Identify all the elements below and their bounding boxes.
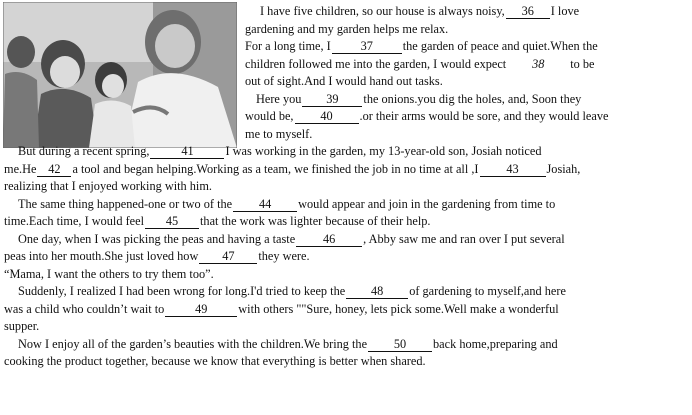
answer-blank-49[interactable]: 49 <box>165 303 237 317</box>
passage-line <box>245 56 594 73</box>
passage-text: For a long time, I <box>245 39 331 53</box>
answer-blank-48[interactable]: 48 <box>346 285 408 299</box>
passage-line <box>245 38 598 55</box>
passage-text: gardening and my garden helps me relax. <box>245 21 449 36</box>
passage-text: the onions.you dig the holes, and, Soon they <box>363 91 582 106</box>
passage-text: me to myself. <box>245 126 313 141</box>
passage-line <box>4 318 39 335</box>
passage-text: of gardening to myself,and here <box>409 284 566 298</box>
passage-text: I have five children, so our house is always noisy, <box>260 4 505 18</box>
passage-text: to be <box>570 56 595 71</box>
passage-text: Suddenly, I realized I had been wrong for long.I'd tried to keep the <box>18 284 346 298</box>
passage-line <box>245 21 448 38</box>
passage-line <box>4 301 559 318</box>
passage-text: Josiah, <box>546 161 581 176</box>
passage-line <box>4 353 426 370</box>
passage-text: Now I enjoy all of the garden’s beauties with the children.We bring the <box>18 336 368 351</box>
passage-line <box>18 231 565 248</box>
passage-text: time.Each time, I would feel <box>4 214 144 228</box>
answer-blank-45[interactable]: 45 <box>145 215 199 229</box>
passage-text: the garden of peace and quiet.When the <box>402 39 598 53</box>
passage-line <box>18 336 558 353</box>
passage-line <box>18 143 541 160</box>
passage-text: peas into her mouth.She just loved how <box>4 249 199 263</box>
passage-text: One day, when I was picking the peas and having a taste <box>18 231 296 246</box>
passage-line <box>245 73 443 90</box>
answer-blank-42[interactable]: 42 <box>37 163 71 177</box>
passage-text: I was working in the garden, my 13-year-old son, Josiah noticed <box>225 144 542 158</box>
passage-line <box>4 178 212 195</box>
passage-text: that the work was lighter because of their help. <box>200 214 431 228</box>
passage-line <box>4 248 310 265</box>
answer-blank-39[interactable]: 39 <box>302 93 362 107</box>
passage-line <box>245 108 608 125</box>
answer-blank-37[interactable]: 37 <box>332 40 402 54</box>
passage-line <box>4 266 214 283</box>
answer-blank-36[interactable]: 36 <box>506 5 550 19</box>
passage-text: supper. <box>4 319 40 333</box>
passage-line <box>18 196 555 213</box>
family-garden-photo <box>3 2 237 148</box>
answer-blank-43[interactable]: 43 <box>480 163 546 177</box>
passage-text: , Abby saw me and ran over I put several <box>363 231 565 246</box>
passage-text: cooking the product together, because we know that everything is better when shared. <box>4 354 426 368</box>
passage-line <box>256 91 581 108</box>
passage-text: realizing that I enjoyed working with him. <box>4 179 212 193</box>
answer-blank-47[interactable]: 47 <box>199 250 257 264</box>
passage-line <box>4 213 431 230</box>
passage-text: Here you <box>256 91 302 106</box>
answer-blank-41[interactable]: 41 <box>150 145 224 159</box>
passage-text: would be, <box>245 109 294 123</box>
passage-text: I love <box>550 4 580 18</box>
answer-blank-50[interactable]: 50 <box>368 338 432 352</box>
passage-text: children followed me into the garden, I would expect <box>245 56 507 71</box>
passage-text: .or their arms would be sore, and they would leave <box>359 109 609 123</box>
answer-blank-46[interactable]: 46 <box>296 233 362 247</box>
answer-blank-38[interactable]: 38 <box>532 56 545 71</box>
passage-text: was a child who couldn’t wait to <box>4 301 165 316</box>
passage-text: back home,preparing and <box>433 336 558 351</box>
passage-text: But during a recent spring, <box>18 144 150 158</box>
passage-text: “Mama, I want the others to try them too”. <box>4 266 214 281</box>
passage-text: they were. <box>258 249 310 263</box>
passage-text: out of sight.And I would hand out tasks. <box>245 74 443 88</box>
passage-text: would appear and join in the gardening from time to <box>298 196 556 211</box>
passage-text: a tool and began helping.Working as a team, we finished the job in no time at all ,I <box>72 161 479 176</box>
passage-text: me.He <box>4 161 37 176</box>
answer-blank-40[interactable]: 40 <box>295 110 359 124</box>
passage-text: with others ""Sure, honey, lets pick some.Well make a wonderful <box>238 301 559 316</box>
passage-line <box>260 3 579 20</box>
passage-line <box>245 126 312 143</box>
passage-line <box>4 161 580 178</box>
passage-line <box>18 283 566 300</box>
passage-text: The same thing happened-one or two of the <box>18 196 233 211</box>
answer-blank-44[interactable]: 44 <box>233 198 297 212</box>
